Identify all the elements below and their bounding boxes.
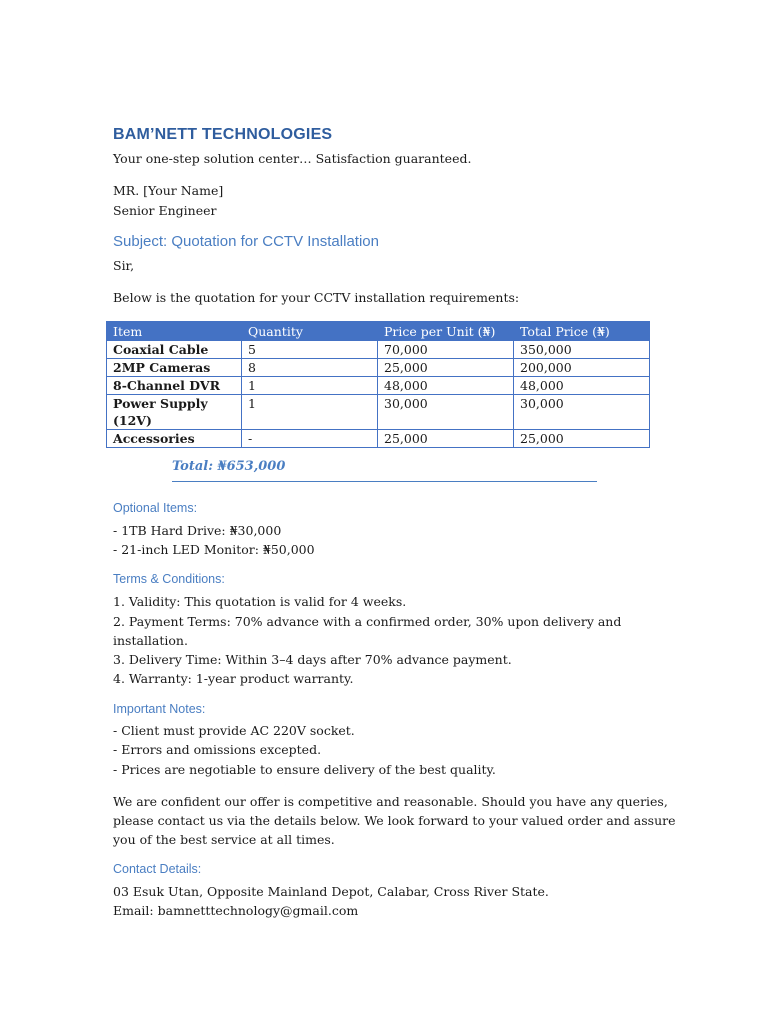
total-divider	[172, 481, 597, 482]
table-row	[107, 395, 650, 430]
cell-total-price: 48,000	[514, 377, 650, 395]
table-row	[107, 341, 650, 359]
contact-address: 03 Esuk Utan, Opposite Mainland Depot, Calabar, Cross River State.	[113, 884, 549, 899]
list-item: 3. Delivery Time: Within 3–4 days after 70% advance payment.	[113, 652, 512, 667]
cell-unit-price: 30,000	[378, 395, 514, 430]
recipient-name: MR. [Your Name]	[113, 183, 224, 198]
list-item: - Prices are negotiable to ensure delivery of the best quality.	[113, 762, 496, 777]
notes-heading: Important Notes:	[113, 702, 206, 716]
total-amount: Total: ₦653,000	[172, 459, 286, 474]
contact-heading: Contact Details:	[113, 862, 202, 876]
cell-unit-price: 70,000	[378, 341, 514, 359]
list-item: 1. Validity: This quotation is valid for 4 weeks.	[113, 594, 407, 609]
table-row	[107, 377, 650, 395]
cell-item: Power Supply (12V)	[107, 395, 242, 430]
cell-quantity: -	[242, 430, 378, 448]
cell-total-price: 200,000	[514, 359, 650, 377]
cell-item: Coaxial Cable	[107, 341, 242, 359]
table-header-row	[107, 322, 650, 341]
company-tagline: Your one-step solution center… Satisfaction guaranteed.	[113, 151, 472, 166]
quotation-table	[106, 321, 650, 448]
cell-quantity: 1	[242, 395, 378, 430]
salutation: Sir,	[113, 258, 135, 273]
header-quantity: Quantity	[242, 322, 378, 341]
cell-unit-price: 25,000	[378, 430, 514, 448]
cell-total-price: 30,000	[514, 395, 650, 430]
table-row	[107, 359, 650, 377]
subject-heading: Subject: Quotation for CCTV Installation	[113, 233, 379, 250]
list-item: 2. Payment Terms: 70% advance with a confirmed order, 30% upon delivery and	[113, 614, 622, 629]
cell-total-price: 25,000	[514, 430, 650, 448]
list-item: - Errors and omissions excepted.	[113, 742, 322, 757]
company-name: BAM’NETT TECHNOLOGIES	[113, 126, 333, 143]
header-item: Item	[107, 322, 242, 341]
list-item: - Client must provide AC 220V socket.	[113, 723, 355, 738]
terms-heading: Terms & Conditions:	[113, 572, 225, 586]
header-unit-price: Price per Unit (₦)	[378, 322, 514, 341]
cell-unit-price: 48,000	[378, 377, 514, 395]
contact-email: Email: bamnetttechnology@gmail.com	[113, 903, 359, 918]
list-item: 4. Warranty: 1-year product warranty.	[113, 671, 354, 686]
list-item: installation.	[113, 633, 188, 648]
recipient-title: Senior Engineer	[113, 203, 217, 218]
cell-quantity: 8	[242, 359, 378, 377]
cell-item: 8-Channel DVR	[107, 377, 242, 395]
closing-line: We are confident our offer is competitive and reasonable. Should you have any queries,	[113, 794, 668, 809]
optional-items-heading: Optional Items:	[113, 501, 198, 515]
cell-item: 2MP Cameras	[107, 359, 242, 377]
closing-line: you of the best service at all times.	[113, 832, 335, 847]
intro-text: Below is the quotation for your CCTV installation requirements:	[113, 290, 520, 305]
cell-item: Accessories	[107, 430, 242, 448]
list-item: - 1TB Hard Drive: ₦30,000	[113, 523, 282, 538]
list-item: - 21-inch LED Monitor: ₦50,000	[113, 542, 315, 557]
cell-quantity: 1	[242, 377, 378, 395]
closing-line: please contact us via the details below. We look forward to your valued order and assure	[113, 813, 676, 828]
header-total-price: Total Price (₦)	[514, 322, 650, 341]
cell-total-price: 350,000	[514, 341, 650, 359]
table-row	[107, 430, 650, 448]
cell-quantity: 5	[242, 341, 378, 359]
cell-unit-price: 25,000	[378, 359, 514, 377]
